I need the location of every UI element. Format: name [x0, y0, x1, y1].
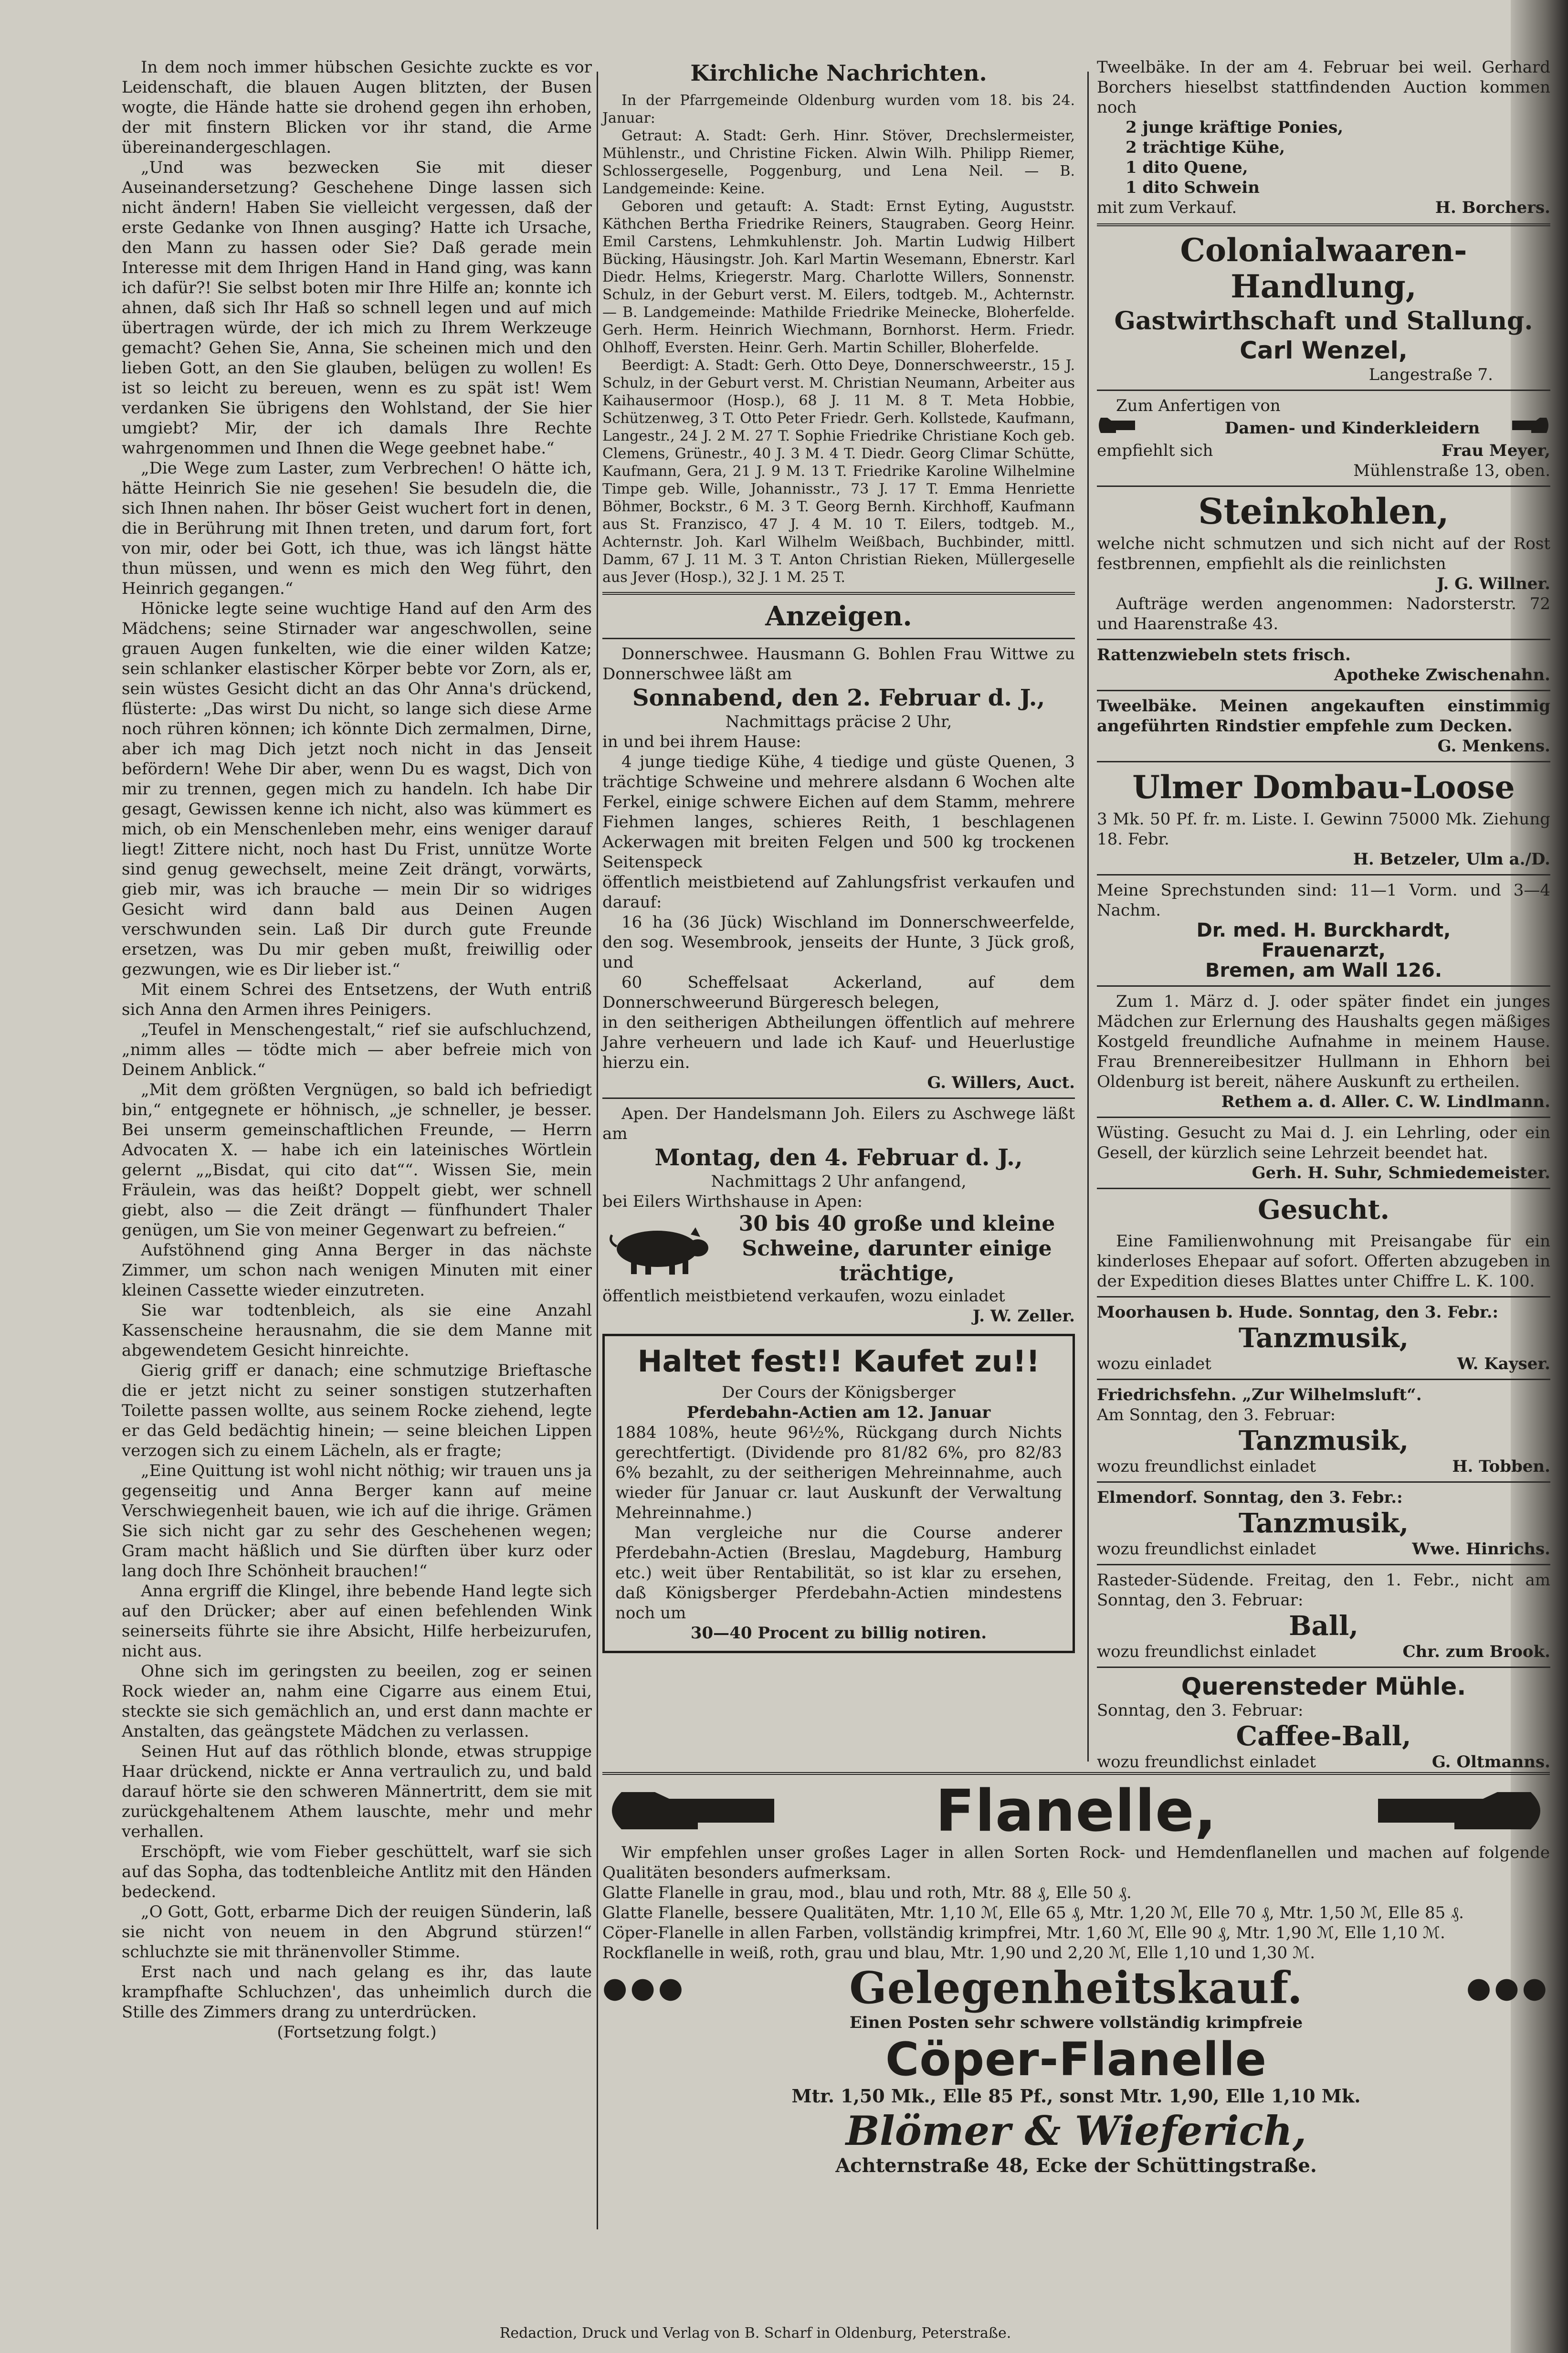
story-paragraph: Erschöpft, wie vom Fieber geschüttelt, warf sie sich auf das Sopha, das todtenbleiche Antlitz mit den Händen bedeckend. — [122, 1842, 592, 1901]
flannel-price-line: Cöper-Flanelle in allen Farben, vollständig krimpfrei, Mtr. 1,60 ℳ, Elle 90 ₰, Mtr. 1,90 ℳ, Elle 1,10 ℳ. — [602, 1923, 1445, 1942]
tweelbaeke-item: 1 dito Schwein — [1126, 178, 1260, 197]
bargain-title: Gelegenheitskauf. — [849, 1962, 1303, 2014]
firm-name: Blömer & Wieferich, — [845, 2107, 1307, 2154]
column-rule — [1087, 72, 1089, 1762]
dance-invite: wozu einladet — [1097, 1354, 1211, 1373]
apen-place: bei Eilers Wirthshause in Apen: — [602, 1192, 863, 1211]
share-advert-line: Der Cours der Königsberger — [722, 1383, 956, 1402]
divider — [1097, 223, 1550, 226]
coal-title: Steinkohlen, — [1198, 491, 1449, 532]
auction-terms: öffentlich meistbietend auf Zahlungsfrist verkaufen und darauf: — [602, 873, 1075, 912]
story-paragraph: „O Gott, Gott, erbarme Dich der reuigen Sünderin, laß sie nicht von neuem in den Abgrund stürzen!“ schluchzte sie mit thränenvoller Stimme. — [122, 1902, 592, 1962]
share-advert-box — [602, 1334, 1075, 1653]
story-paragraph: Gierig griff er danach; eine schmutzige Brieftasche die er jetzt nicht zu seiner sonstigen stutzerhaften Toilette passen wollte, aus seinem Rocke ziehend, legte er das Geld bedächtig hinein; — seine bleichen Lippen verzogen sich zu einem Lächeln, als er fragte; — [122, 1361, 592, 1460]
ball-rastede-header: Rasteder-Südende. Freitag, den 1. Febr., nicht am Sonntag, den 3. Februar: — [1097, 1571, 1550, 1610]
auction-land: 16 ha (36 Jück) Wischland im Donnerschweerfelde, den sog. Wesembrook, jenseits der Hunte, 3 Jück groß, und — [602, 913, 1075, 972]
divider — [602, 1097, 1075, 1099]
ball-signature: Chr. zum Brook. — [1402, 1642, 1550, 1661]
divider — [1097, 1667, 1550, 1668]
story-paragraph: „Teufel in Menschengestalt,“ rief sie aufschluchzend, „nimm alles — tödte mich — aber befreie mich von Deinem Anblick.“ — [122, 1020, 592, 1079]
divider — [1097, 690, 1550, 691]
dance-signature: W. Kayser. — [1457, 1354, 1550, 1373]
auction-place: in und bei ihrem Hause: — [602, 732, 801, 751]
share-advert-title: Haltet fest!! Kaufet zu!! — [637, 1344, 1040, 1379]
flannel-title-row — [602, 1778, 1550, 1845]
dance-invite: wozu freundlichst einladet — [1097, 1540, 1316, 1559]
apen-header: Apen. Der Handelsmann Joh. Eilers zu Aschwege läßt am — [602, 1104, 1075, 1143]
ball-signature: G. Oltmanns. — [1431, 1752, 1550, 1772]
column-rule — [597, 72, 598, 2229]
doctor-hours: Meine Sprechstunden sind: 11—1 Vorm. und 3—4 Nachm. — [1097, 881, 1550, 920]
mill-title: Querensteder Mühle. — [1181, 1673, 1466, 1700]
dress-line: Zum Anfertigen von — [1116, 396, 1281, 415]
dress-offer: Damen- und Kinderkleidern — [1224, 419, 1480, 438]
story-paragraph: „Eine Quittung ist wohl nicht nöthig; wir trauen uns ja gegenseitig und Anna Berger kann auf meine Verschwiegenheit bauen, wie ich auf die ihrige. Grämen Sie sich nicht gar zu sehr des Geschehenen wegen; Gram macht häßlich und Sie dürften über kurz oder lang doch Ihre Schönheit brauchen!“ — [122, 1461, 592, 1581]
decorative-dots-icon: ●●● — [1466, 1971, 1550, 2005]
ball-invite: wozu freundlichst einladet — [1097, 1752, 1316, 1772]
story-paragraph: „Mit dem größten Vergnügen, so bald ich befriedigt bin,“ entgegnete er höhnisch, „je schneller, je besser. Bei unserm gemeinschaftlichen Freunde, — Herrn Advocaten X. — habe ich ein lateinisches Wörtlein gelernt „„Bisdat, qui cito dat““. Wissen Sie, mein Fräulein, was das heißt? Doppelt giebt, wer schnell giebt, also — die Zeit drängt — fünfhundert Thaler genügen, um Sie von meiner Gegenwart zu befreien.“ — [122, 1080, 592, 1240]
dance-signature: H. Tobben. — [1452, 1457, 1550, 1476]
divider — [1097, 1379, 1550, 1380]
pointing-hand-icon — [1097, 416, 1192, 441]
flannel-price-line: Rockflanelle in weiß, roth, grau und blau, Mtr. 1,90 und 2,20 ℳ, Elle 1,10 und 1,30 ℳ. — [602, 1943, 1315, 1963]
auctioneer-signature: G. Willers, Auct. — [927, 1073, 1075, 1092]
story-paragraph: Aufstöhnend ging Anna Berger in das nächste Zimmer, um schon nach wenigen Minuten mit einer kleinen Cassette wieder einzutreten. — [122, 1241, 592, 1300]
story-paragraph: Mit einem Schrei des Entsetzens, der Wuth entriß sich Anna den Armen ihres Peinigers. — [122, 980, 592, 1019]
dance-elmendorf-title: Tanzmusik, — [1238, 1508, 1409, 1539]
divider — [1097, 874, 1550, 876]
coal-text: welche nicht schmutzen und sich nicht auf der Rost festbrennen, empfiehlt als die reinlichsten — [1097, 534, 1550, 573]
mill-ball-title: Caffee-Ball, — [1236, 1720, 1411, 1752]
church-buried: Beerdigt: A. Stadt: Gerh. Otto Deye, Donnerschweerstr., 15 J. Schulz, in der Geburt verst. M. Christian Neumann, Arbeiter aus Kaihausermoor (Hosp.), 68 J. 11 M. 8 T. Meta Hobbie, Schützenweg, 3 T. Otto Peter Friedr. Gerh. Kollstede, Kaufmann, Langestr., 24 J. 2 M. 27 T. Sophie Friedrike Christiane Koch geb. Clemens, Grünestr., 40 J. 3 M. 4 T. Diedr. Georg Climar Schütte, Kaufmann, Gera, 21 J. 9 M. 13 T. Friedrike Karoline Wilhelmine Timpe geb. Wille, Johannisstr., 73 J. 17 T. Emma Henriette Böhmer, Bockstr., 6 M. 3 T. Georg Bernh. Kirchhoff, Kaufmann aus St. Franzisco, 47 J. 4 M. 10 T. Eilers, todtgeb. M., Achternstr. Joh. Karl Wilhelm Weißbach, Buchbinder, mittl. Damm, 67 J. 11 M. 3 T. Anton Christian Rieken, Müllergeselle aus Jever (Hosp.), 32 J. 1 M. 25 T. — [602, 357, 1075, 586]
colonial-title: Colonialwaaren-Handlung, — [1180, 232, 1467, 305]
pointing-hand-icon — [1512, 416, 1550, 441]
bargain-subtitle: Einen Posten sehr schwere vollständig krimpfreie — [849, 2013, 1303, 2032]
auction-time: Nachmittags präcise 2 Uhr, — [725, 712, 952, 731]
story-paragraph: Sie war todtenbleich, als sie eine Anzahl Kassenscheine herausnahm, die sie dem Manne mit abgewendetem Gesicht hinreichte. — [122, 1301, 592, 1360]
apen-date: Montag, den 4. Februar d. J., — [654, 1144, 1023, 1171]
divider — [1097, 761, 1550, 762]
bull-signature: G. Menkens. — [1437, 737, 1550, 756]
story-paragraph: In dem noch immer hübschen Gesichte zuckte es vor Leidenschaft, die blauen Augen blitzten, der Busen wogte, die Hände hatte sie drohend gegen ihn erhoben, der mit finstern Blicken vor ihr stand, die Arme übereinandergeschlagen. — [122, 58, 592, 157]
ads-title: Anzeigen. — [765, 601, 912, 632]
tweelbaeke-item: 2 junge kräftige Ponies, — [1126, 118, 1344, 137]
imprint: Redaction, Druck und Verlag von B. Scharf in Oldenburg, Peterstraße. — [499, 2325, 1011, 2342]
story-paragraph: Seinen Hut auf das röthlich blonde, etwas struppige Haar drückend, nickte er Anna vertraulich zu, und bald darauf hörte sie den schweren Männertritt, dem sie mit zurückgehaltenem Athem lauschte, mehr und mehr verhallen. — [122, 1742, 592, 1841]
apprentice-text: Wüsting. Gesucht zu Mai d. J. ein Lehrling, oder ein Gesell, der kürzlich seine Lehrzeit beendet hat. — [1097, 1123, 1550, 1162]
flannel-title: Flanelle, — [935, 1778, 1217, 1845]
divider — [602, 638, 1075, 639]
tweelbaeke-item: 1 dito Quene, — [1126, 158, 1248, 177]
household-text: Zum 1. März d. J. oder später findet ein junges Mädchen zur Erlernung des Haushalts gegen mäßiges Kostgeld freundliche Aufnahme in meinem Hause. Frau Brennereibesitzer Hullmann in Ehhorn bei Oldenburg ist bereit, nähere Auskunft zu ertheilen. — [1097, 992, 1550, 1091]
rat-poison-line: Rattenzwiebeln stets frisch. — [1097, 645, 1351, 665]
divider — [1097, 1117, 1550, 1118]
dance-date: Am Sonntag, den 3. Februar: — [1097, 1405, 1336, 1424]
ulm-lottery-signature: H. Betzeler, Ulm a./D. — [1353, 850, 1550, 869]
divider — [602, 1772, 1550, 1775]
divider — [602, 592, 1075, 595]
divider — [1097, 1296, 1550, 1298]
coal-signature: J. G. Willner. — [1437, 574, 1550, 593]
apen-terms: öffentlich meistbietend verkaufen, wozu einladet — [602, 1287, 1005, 1306]
bargain-price: Mtr. 1,50 Mk., Elle 85 Pf., sonst Mtr. 1,90, Elle 1,10 Mk. — [791, 2085, 1361, 2107]
right-column — [1097, 57, 1550, 1772]
dance-friedrichsfehn-header: Friedrichsfehn. „Zur Wilhelmsluft“. — [1097, 1385, 1422, 1404]
auction-land: 60 Scheffelsaat Ackerland, auf dem Donnerschweerund Bürgeresch belegen, — [602, 973, 1075, 1012]
coal-orders: Aufträge werden angenommen: Nadorsterstr. 72 und Haarenstraße 43. — [1097, 594, 1550, 633]
ulm-lottery-title: Ulmer Dombau-Loose — [1132, 769, 1515, 806]
wanted-text: Eine Familienwohnung mit Preisangabe für ein kinderloses Ehepaar auf sofort. Offerten abzugeben in der Expedition dieses Blattes unter Chiffre L. K. 100. — [1097, 1232, 1550, 1291]
flannel-price-line: Glatte Flanelle in grau, mod., blau und roth, Mtr. 88 ₰, Elle 50 ₰. — [602, 1883, 1132, 1902]
bull-text: Tweelbäke. Meinen angekauften einstimmig angeführten Rindstier empfehle zum Decken. — [1097, 696, 1550, 736]
divider — [1097, 390, 1550, 391]
doctor-name: Dr. med. H. Burckhardt, — [1196, 919, 1451, 941]
bargain-product: Cöper-Flanelle — [885, 2033, 1267, 2086]
auction-items: 4 junge tiedige Kühe, 4 tiedige und güste Quenen, 3 trächtige Schweine und mehrere alsdann 6 Wochen alte Ferkel, einige schwere Eichen auf dem Stamm, mehrere Fiehmen langes, schieres Reith, 1 beschlagenen Ackerwagen mit breiten Felgen und 500 kg trockenen Seitenspeck — [602, 752, 1075, 872]
church-married: Getraut: A. Stadt: Gerh. Hinr. Stöver, Drechslermeister, Mühlenstr., und Christine Ficken. Alwin Wilh. Philipp Riemer, Schlossergeselle, Poggenburg, und Lena Neil. — B. Landgemeinde: Keine. — [602, 127, 1075, 197]
tweelbaeke-signature: H. Borchers. — [1435, 198, 1550, 217]
tweelbaeke-header: Tweelbäke. In der am 4. Februar bei weil. Gerhard Borchers hieselbst stattfindenden Auction kommen noch — [1097, 58, 1550, 117]
ball-rastede-title: Ball, — [1289, 1610, 1358, 1642]
story-paragraph: „Die Wege zum Laster, zum Verbrechen! O hätte ich, hätte Heinrich Sie nie gesehen! Sie besudeln die, die sich Ihnen nahen. Ihr böser Geist wuchert fort in denen, die in Berührung mit Ihnen treten, und darum fort, fort von mir, oder bei Gott, ich thue, was ich längst hätte thun müssen, und wenn es mich den Weg führt, den Heinrich gegangen.“ — [122, 459, 592, 598]
apen-signature: J. W. Zeller. — [972, 1307, 1075, 1326]
church-intro: In der Pfarrgemeinde Oldenburg wurden vom 18. bis 24. Januar: — [602, 92, 1075, 127]
household-signature: Rethem a. d. Aller. C. W. Lindlmann. — [1221, 1092, 1550, 1111]
dance-friedrichsfehn-title: Tanzmusik, — [1238, 1425, 1409, 1456]
story-paragraph: Anna ergriff die Klingel, ihre bebende Hand legte sich auf den Drücker; aber auf einen befehlenden Wink seinerseits führte sie ihre Absicht, Hilfe herbeizurufen, nicht aus. — [122, 1582, 592, 1661]
apen-livestock: 30 bis 40 große und kleine Schweine, darunter einige trächtige, — [738, 1212, 1055, 1286]
doctor-title: Frauenarzt, — [1262, 939, 1386, 961]
flannel-price-line: Glatte Flanelle, bessere Qualitäten, Mtr. 1,10 ℳ, Elle 65 ₰, Mtr. 1,20 ℳ, Elle 70 ₰, Mtr. 1,50 ℳ, Elle 85 ₰. — [602, 1903, 1464, 1922]
dress-recommend: empfiehlt sich — [1097, 441, 1213, 460]
colonial-owner: Carl Wenzel, — [1240, 337, 1408, 364]
feuilleton-column — [122, 57, 592, 2042]
divider — [1097, 1564, 1550, 1565]
story-paragraph: Hönicke legte seine wuchtige Hand auf den Arm des Mädchens; seine Stirnader war angeschwollen, seine grauen Augen funkelten, wie die einer wilden Katze; sein schlanker elastischer Körper bebte vor Zorn, als er, sein wüstes Gesicht dicht an das Ohr Anna's drückend, flüsterte: „Das wirst Du nicht, so lange sich diese Arme noch rühren können; ich könnte Dich zermalmen, Dirne, aber ich mag Dich jetzt noch nicht in das Jenseit befördern! Wehe Dir aber, wenn Du es wagst, Dich von mir zu trennen, gegen mich zu handeln. Ich habe Dir gesagt, Gewissen kenne ich nicht, also was kümmert es mich, ob ein Menschenleben mehr, eins weniger darauf liegt! Zittere nicht, noch hast Du Frist, unnütze Worte sind genug gewechselt, meine Zeit drängt, vorwärts, gieb mir, was ich brauche — mein Dir so widriges Gesicht wird dann bald aus Deinen Augen verschwunden sein. Laß Dir durch gute Freunde ersetzen, was Du mir geben mußt, freiwillig oder gezwungen, wie es Dir lieber ist.“ — [122, 599, 592, 979]
continuation-note: (Fortsetzung folgt.) — [277, 2023, 437, 2042]
auction-header: Donnerschwee. Hausmann G. Bohlen Frau Wittwe zu Donnerschwee läßt am — [602, 644, 1075, 684]
flannel-intro: Wir empfehlen unser großes Lager in allen Sorten Rock- und Hemdenflanellen und machen auf folgende Qualitäten besonders aufmerksam. — [602, 1843, 1550, 1882]
colonial-subtitle: Gastwirthschaft und Stallung. — [1114, 306, 1533, 336]
ball-invite: wozu freundlichst einladet — [1097, 1642, 1316, 1661]
pointing-hand-icon — [602, 1789, 774, 1834]
auction-lease: in den seitherigen Abtheilungen öffentlich auf mehrere Jahre verheuern und lade ich Kauf- und Heuerlustige hierzu ein. — [602, 1013, 1075, 1072]
auction-date: Sonnabend, den 2. Februar d. J., — [632, 685, 1045, 711]
tweelbaeke-sale: mit zum Verkauf. — [1097, 198, 1237, 217]
dance-invite: wozu freundlichst einladet — [1097, 1457, 1316, 1476]
pig-icon — [602, 1220, 712, 1277]
mill-date: Sonntag, den 3. Februar: — [1097, 1701, 1304, 1720]
dance-signature: Wwe. Hinrichs. — [1412, 1540, 1550, 1559]
wanted-title: Gesucht. — [1258, 1194, 1389, 1225]
story-paragraph: Ohne sich im geringsten zu beeilen, zog er seinen Rock wieder an, nahm eine Cigarre aus einem Etui, steckte sie sich gemächlich an, und erst dann machte er Anstalten, das geängstete Mädchen zu verlassen. — [122, 1662, 592, 1741]
divider — [1097, 985, 1550, 987]
divider — [1097, 639, 1550, 640]
share-advert-price: 30—40 Procent zu billig notiren. — [690, 1624, 987, 1643]
tweelbaeke-item: 2 trächtige Kühe, — [1126, 138, 1285, 157]
dress-address: Mühlenstraße 13, oben. — [1353, 461, 1550, 480]
firm-address: Achternstraße 48, Ecke der Schüttingstraße. — [835, 2154, 1317, 2177]
dress-signature: Frau Meyer, — [1442, 441, 1550, 460]
divider — [1097, 1481, 1550, 1483]
colonial-address: Langestraße 7. — [1368, 365, 1493, 384]
flannel-advert — [602, 1766, 1550, 2176]
middle-column — [602, 57, 1075, 1661]
apen-pig-row — [602, 1212, 1075, 1286]
bargain-title-row — [602, 1963, 1550, 2013]
apen-time: Nachmittags 2 Uhr anfangend, — [711, 1172, 967, 1191]
share-advert-text: Man vergleiche nur die Course anderer Pferdebahn-Actien (Breslau, Magdeburg, Hamburg etc.) weit über Rentabilität, so ist klar zu ersehen, daß Königsberger Pferdebahn-Actien mindestens noch um — [615, 1523, 1062, 1623]
divider — [1097, 1188, 1550, 1189]
ulm-lottery-text: 3 Mk. 50 Pf. fr. m. Liste. I. Gewinn 75000 Mk. Ziehung 18. Febr. — [1097, 810, 1550, 849]
doctor-address: Bremen, am Wall 126. — [1205, 960, 1442, 981]
dance-moorhausen-title: Tanzmusik, — [1238, 1322, 1409, 1354]
share-advert-line: Pferdebahn-Actien am 12. Januar — [686, 1403, 991, 1422]
share-advert-text: 1884 108%, heute 96½%, Rückgang durch Nichts gerechtfertigt. (Dividende pro 81/82 6%, pro 82/83 6% bezahlt, zu der seitherigen Mehreinnahme, auch wieder für Januar cr. laut Auskunft der Verwaltung Mehreinnahme.) — [615, 1423, 1062, 1522]
pointing-hand-icon — [1378, 1789, 1550, 1834]
dance-elmendorf-header: Elmendorf. Sonntag, den 3. Febr.: — [1097, 1488, 1403, 1507]
church-born: Geboren und getauft: A. Stadt: Ernst Eyting, Auguststr. Käthchen Bertha Friedrike Reiners, Staugraben. Georg Heinr. Emil Carstens, Lehmkuhlenstr. Joh. Martin Ludwig Hilbert Bücking, Häusingstr. Joh. Karl Martin Wesemann, Ebnerstr. Karl Diedr. Helms, Kriegerstr. Marg. Charlotte Willers, Sonnenstr. Schulz, in der Geburt verst. M. Eilers, todtgeb. M., Achternstr. — B. Landgemeinde: Mathilde Friedrike Meinecke, Bloherfelde. Gerh. Herm. Heinrich Wiechmann, Bornhorst. Herm. Friedr. Ohlhoff, Eversten. Heinr. Gerh. Martin Schiller, Bloherfelde. — [602, 198, 1075, 356]
rat-poison-signature: Apotheke Zwischenahn. — [1334, 665, 1550, 685]
divider — [1097, 485, 1550, 487]
decorative-dots-icon: ●●● — [602, 1971, 686, 2005]
dance-moorhausen-header: Moorhausen b. Hude. Sonntag, den 3. Febr.: — [1097, 1303, 1499, 1322]
apprentice-signature: Gerh. H. Suhr, Schmiedemeister. — [1252, 1163, 1550, 1182]
story-paragraph: „Und was bezwecken Sie mit dieser Auseinandersetzung? Geschehene Dinge lassen sich nicht ändern! Haben Sie vielleicht vergessen, daß der erste Gedanke von Ihnen ausging? Hatte ich Ursache, den Mann zu hassen oder Sie? Daß gerade mein Interesse mit dem Ihrigen Hand in Hand ging, was kann ich dafür?! Sie selbst boten mir Ihre Hilfe an; konnte ich ahnen, daß sich Ihr Haß so schnell legen und auf mich übertragen würde, der ich mich zu Ihrem Werkzeuge gemacht? Gehen Sie, Anna, Sie scheinen mich und den lieben Gott, an den Sie glauben, belügen zu wollen! Es ist so leicht zu bereuen, wenn es zu spät ist! Wem verdanken Sie übrigens den Wohlstand, der Sie hier umgiebt? Mir, der ich damals Ihre Rechte wahrgenommen und Ihnen die Wege geebnet habe.“ — [122, 158, 592, 458]
story-paragraph: Erst nach und nach gelang es ihr, das laute krampfhafte Schluchzen', das unheimlich durch die Stille des Zimmers drang zu unterdrücken. — [122, 1963, 592, 2022]
church-news-title: Kirchliche Nachrichten. — [690, 60, 987, 86]
